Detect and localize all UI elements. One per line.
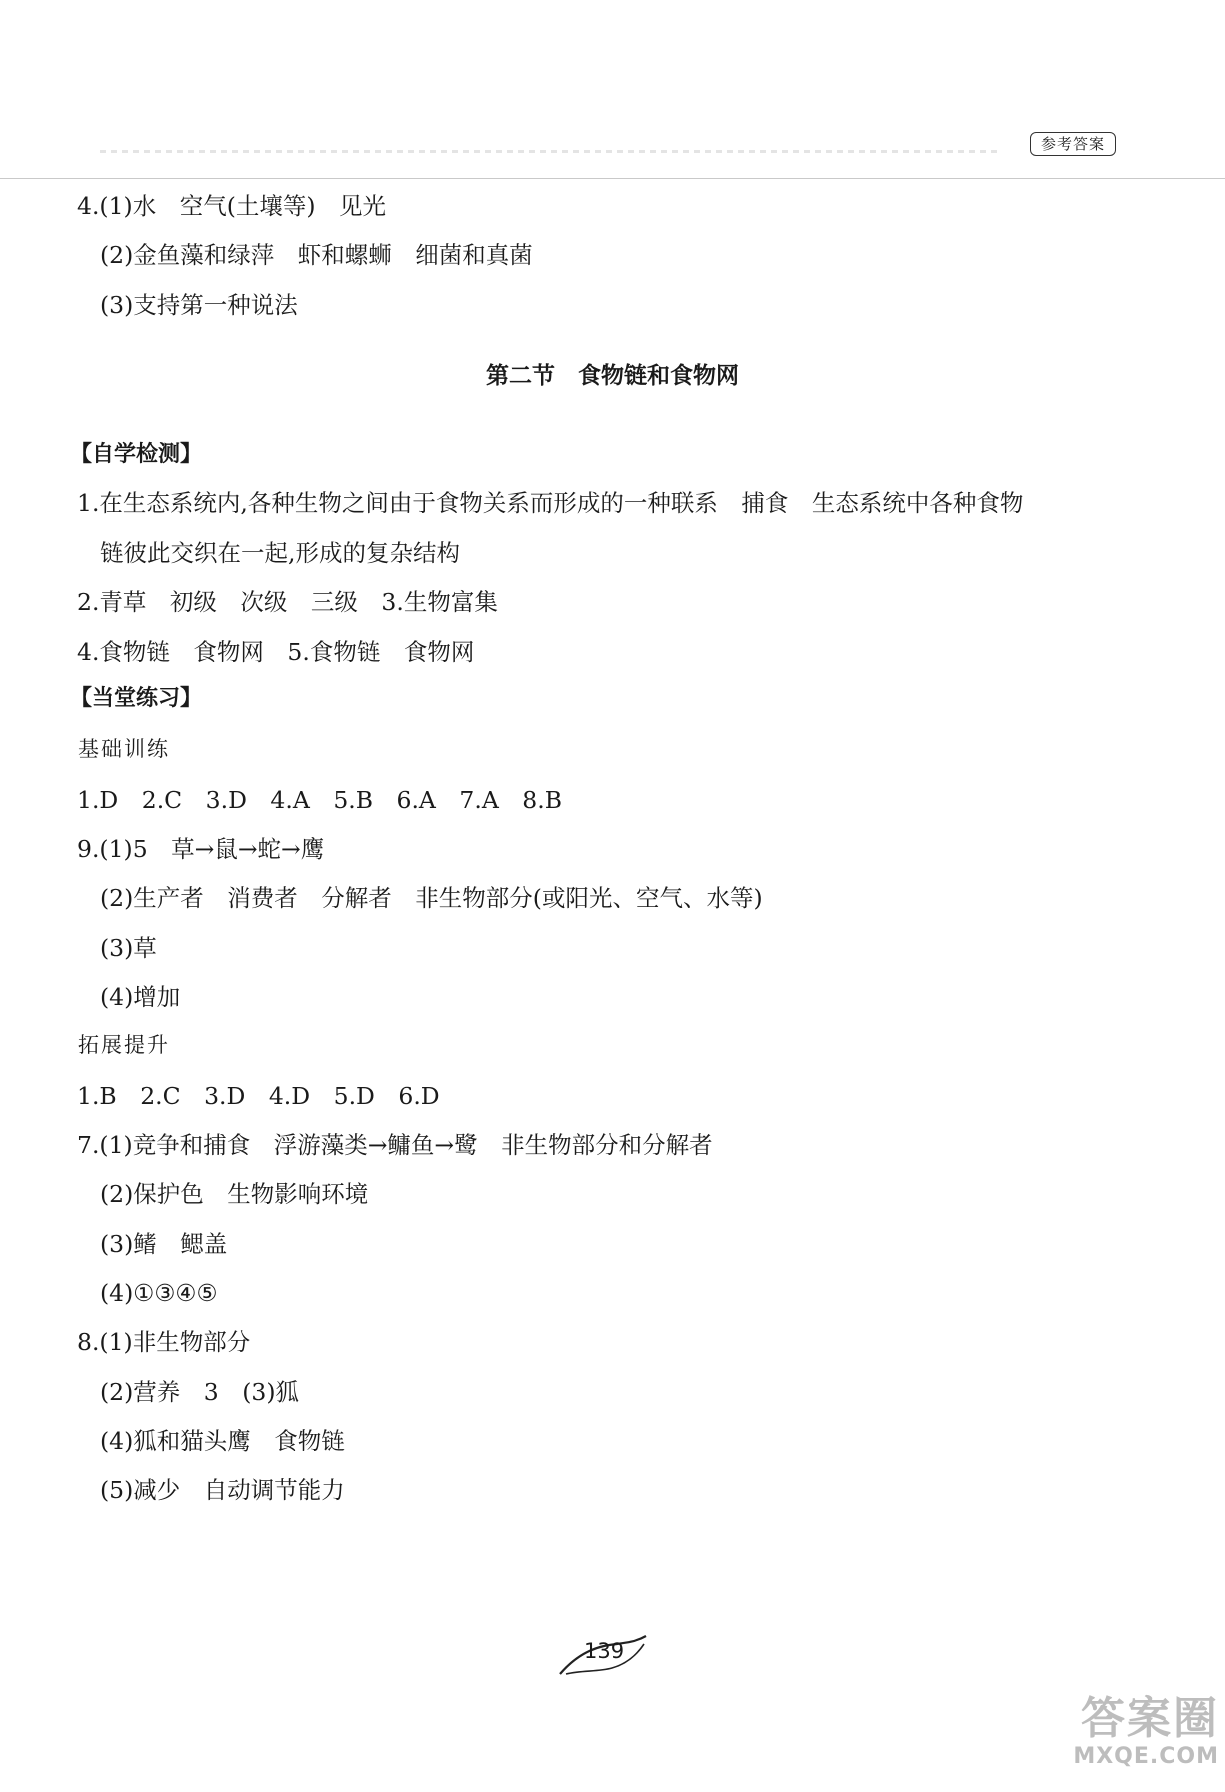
answer-line: 7.(1)竞争和捕食 浮游藻类→鳙鱼→鹭 非生物部分和分解者 [77, 1131, 713, 1159]
basic-training-title: 基础训练 [78, 737, 170, 761]
answer-line: (3)草 [100, 934, 157, 962]
answer-line: 链彼此交织在一起,形成的复杂结构 [100, 539, 460, 567]
answer-line: 1.D 2.C 3.D 4.A 5.B 6.A 7.A 8.B [77, 786, 562, 814]
page-number: 139 [584, 1639, 625, 1663]
watermark-logo: 答案圈 [1081, 1693, 1219, 1744]
header-decoration [100, 150, 1000, 153]
answer-line: (2)营养 3 (3)狐 [100, 1378, 300, 1406]
answer-line: (2)金鱼藻和绿萍 虾和螺蛳 细菌和真菌 [100, 241, 533, 269]
answer-line: 8.(1)非生物部分 [77, 1328, 251, 1356]
answer-line: (5)减少 自动调节能力 [100, 1476, 345, 1504]
header-label: 参考答案 [1030, 132, 1116, 156]
watermark-url: MXQE.COM [1073, 1744, 1219, 1769]
section-title: 第二节 食物链和食物网 [486, 363, 739, 389]
answer-line: (2)生产者 消费者 分解者 非生物部分(或阳光、空气、水等) [100, 884, 763, 912]
answer-line: (4)增加 [100, 983, 181, 1011]
watermark [1029, 1694, 1219, 1784]
answer-line: (4)狐和猫头鹰 食物链 [100, 1427, 345, 1455]
header-rule [0, 178, 1225, 179]
answer-line: 1.B 2.C 3.D 4.D 5.D 6.D [77, 1082, 440, 1110]
self-check-heading: 【自学检测】 [70, 442, 203, 467]
answer-line: (3)支持第一种说法 [100, 291, 298, 319]
answer-line: 1.在生态系统内,各种生物之间由于食物关系而形成的一种联系 捕食 生态系统中各种食物 [77, 489, 1024, 517]
answer-line: 9.(1)5 草→鼠→蛇→鹰 [77, 835, 325, 863]
answer-line: 4.(1)水 空气(土壤等) 见光 [77, 192, 387, 220]
answer-line: (3)鳍 鳃盖 [100, 1230, 228, 1258]
answer-line: (2)保护色 生物影响环境 [100, 1180, 369, 1208]
extension-title: 拓展提升 [78, 1033, 170, 1057]
answer-line: 4.食物链 食物网 5.食物链 食物网 [77, 638, 475, 666]
answer-line: (4)①③④⑤ [100, 1279, 218, 1307]
practice-heading: 【当堂练习】 [70, 686, 203, 711]
answer-line: 2.青草 初级 次级 三级 3.生物富集 [77, 588, 498, 616]
